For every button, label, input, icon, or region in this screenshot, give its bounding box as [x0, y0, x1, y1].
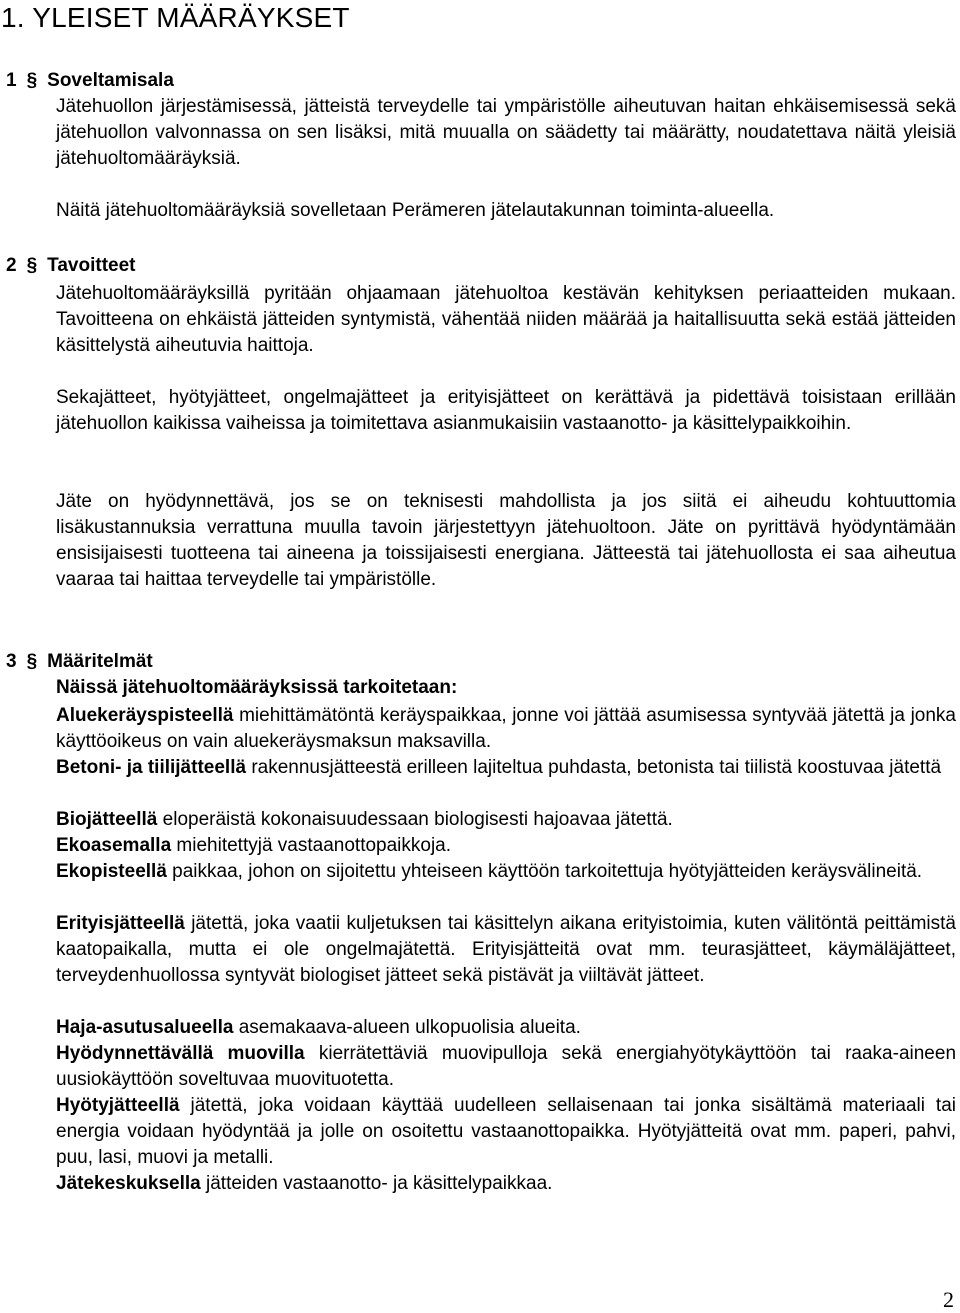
definition-term: Ekoasemalla: [56, 835, 172, 856]
definition-item: [56, 1093, 956, 1171]
section-1-number: 1: [6, 70, 17, 91]
definition-item: [56, 1041, 956, 1093]
section-sign: §: [26, 70, 38, 91]
definition-text: jätteiden vastaanotto- ja käsittelypaikkaa.: [206, 1173, 553, 1194]
definition-item: [56, 703, 956, 755]
section-3-heading: [6, 651, 153, 673]
definition-text: asemakaava-alueen ulkopuolisia alueita.: [238, 1017, 581, 1038]
section-2-paragraph-3: Jäte on hyödynnettävä, jos se on teknisesti mahdollista ja jos siitä ei aiheudu kohtuuttomia lisäkustannuksia verrattuna muulla tavoin järjestettyyn jätehuoltoon. Jäte on pyrittävä hyödyntämään ensisijaisesti tuotteena tai aineena ja toissijaisesti energiana. Jätteestä tai jätehuollosta ei saa aiheutua vaaraa tai haittaa terveydelle tai ympäristölle.: [56, 491, 956, 590]
section-1-paragraph-2: Näitä jätehuoltomääräyksiä sovelletaan Perämeren jätelautakunnan toiminta-alueella.: [56, 200, 775, 221]
definition-item: [56, 1015, 956, 1041]
section-2-heading: [6, 255, 136, 277]
definition-text: jätettä, joka voidaan käyttää uudelleen sellaisenaan tai jonka sisältämä materiaali tai energia voidaan hyödyntää ja jolle on osoitettu vastaanottopaikka. Hyötyjätteitä ovat mm. paperi, pahvi, puu, lasi, muovi ja metalli.: [56, 1095, 956, 1168]
definition-text: miehitettyjä vastaanottopaikkoja.: [176, 835, 452, 856]
definition-text: paikkaa, johon on sijoitettu yhteiseen käyttöön tarkoitettuja hyötyjätteiden keräysvälineitä.: [172, 861, 923, 882]
section-1-paragraph-1: Jätehuollon järjestämisessä, jätteistä terveydelle tai ympäristölle aiheutuvan haitan ehkäisemisessä sekä jätehuollon valvonnassa on sen lisäksi, mitä muualla on säädetty tai määrätty, noudatettava näitä yleisiä jätehuoltomääräyksiä.: [56, 96, 956, 169]
section-sign: §: [26, 651, 38, 672]
definition-term: Ekopisteellä: [56, 861, 167, 882]
page-number: 2: [943, 1287, 954, 1312]
definition-term: Biojätteellä: [56, 809, 158, 830]
section-3-number: 3: [6, 651, 17, 672]
definition-item: [56, 755, 956, 781]
definition-term: Erityisjätteellä: [56, 913, 185, 934]
definition-term: Hyödynnettävällä muovilla: [56, 1043, 305, 1064]
definition-text: kierrätettäviä muovipulloja sekä energiahyötykäyttöön tai raaka-aineen uusiokäyttöön soveltuvaa muovituotetta.: [56, 1043, 957, 1090]
definition-text: jätettä, joka vaatii kuljetuksen tai käsittelyn aikana erityistoimia, kuten välitöntä peittämistä kaatopaikalla, mutta ei ole ongelmajätettä. Erityisjätteitä ovat mm. teurasjätteet, käymäläjätteet, terveydenhuollossa syntyvät biologiset jätteet sekä pistävät ja viiltävät jätteet.: [56, 913, 956, 986]
definition-item: [56, 1171, 956, 1197]
section-2-paragraph-2: Sekajätteet, hyötyjätteet, ongelmajätteet ja erityisjätteet on kerättävä ja pidettävä toisistaan erillään jätehuollon kaikissa vaiheissa ja toimitettava asianmukaisiin vastaanotto- ja käsittelypaikkoihin.: [56, 387, 956, 434]
section-1-title: Soveltamisala: [47, 70, 174, 91]
definitions-intro: Näissä jätehuoltomääräyksissä tarkoitetaan:: [56, 677, 458, 698]
definition-text: eloperäistä kokonaisuudessaan biologisesti hajoavaa jätettä.: [162, 809, 673, 830]
definition-term: Haja-asutusalueella: [56, 1017, 234, 1038]
definition-term: Aluekeräyspisteellä: [56, 705, 234, 726]
definition-item: [56, 911, 956, 989]
section-2-title: Tavoitteet: [47, 255, 136, 276]
section-2-paragraph-1: Jätehuoltomääräyksillä pyritään ohjaamaan jätehuoltoa kestävän kehityksen periaatteiden mukaan. Tavoitteena on ehkäistä jätteiden syntymistä, vähentää niiden määrää ja haitallisuutta sekä estää jätteiden käsittelystä aiheutuvia haittoja.: [56, 283, 956, 356]
section-sign: §: [26, 255, 38, 276]
definition-term: Hyötyjätteellä: [56, 1095, 180, 1116]
definition-text: miehittämätöntä keräyspaikkaa, jonne voi jättää asumisessa syntyvää jätettä ja jonka käyttöoikeus on vain aluekeräysmaksun maksavilla.: [56, 705, 956, 752]
definition-term: Betoni- ja tiilijätteellä: [56, 757, 247, 778]
definition-item: [56, 833, 956, 859]
definition-item: [56, 807, 956, 833]
section-3-title: Määritelmät: [47, 651, 153, 672]
chapter-title: 1. YLEISET MÄÄRÄYKSET: [1, 2, 350, 33]
definition-text: rakennusjätteestä erilleen lajiteltua puhdasta, betonista tai tiilistä koostuvaa jätettä: [251, 757, 942, 778]
definition-item: [56, 859, 956, 885]
section-2-number: 2: [6, 255, 17, 276]
section-1-heading: [6, 70, 174, 92]
definition-term: Jätekeskuksella: [56, 1173, 201, 1194]
